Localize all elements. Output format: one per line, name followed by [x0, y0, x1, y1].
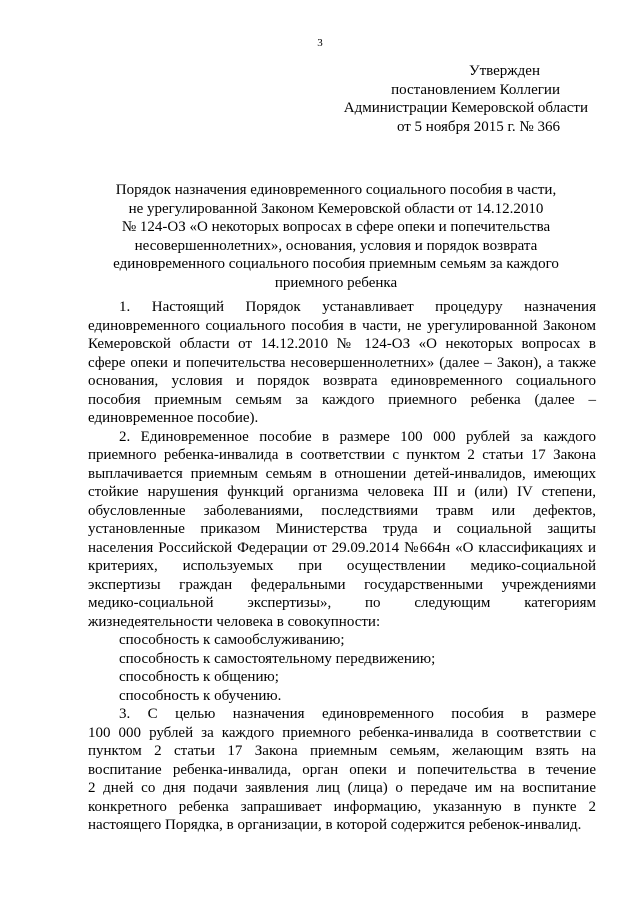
- list-item: способность к обучению.: [119, 687, 282, 704]
- body-line: воспитание ребенка-инвалида, орган опеки и попечительства в течение: [88, 761, 596, 778]
- document-title: [80, 181, 592, 292]
- body-line: критериях, используемых при осуществлении медико-социальной: [88, 558, 596, 574]
- title-line: № 124-ОЗ «О некоторых вопросах в сфере опеки и попечительства: [121, 219, 551, 235]
- body-line: выплачивается приемным семьям в отношении детей-инвалидов, имеющих: [88, 465, 596, 482]
- body-line: медико-социальной экспертизы», по следующим категориям: [88, 595, 596, 611]
- body-line: конкретного ребенка запрашивает информацию, указанную в пункте 2: [88, 798, 596, 815]
- list-item: способность к общению;: [119, 669, 279, 685]
- title-line: Порядок назначения единовременного социального пособия в части,: [115, 182, 557, 198]
- body-line: приемного ребенка-инвалида в соответствии с пунктом 2 статьи 17 Закона: [88, 447, 596, 463]
- body-line: пунктом 2 статьи 17 Закона приемным семьям, желающим взять на: [88, 743, 596, 759]
- body-line: экспертизы граждан федеральными государственными учреждениями: [88, 576, 596, 593]
- title-line: приемного ребенка: [274, 274, 398, 291]
- approval-line: от 5 ноября 2015 г. № 366: [396, 118, 560, 135]
- body-line: пособия приемным семьям за каждого приемного ребенка (далее –: [88, 391, 596, 408]
- body-line: единовременного социального пособия в части, не урегулированной Законом: [88, 317, 596, 334]
- body-line: 3. С целью назначения единовременного пособия в размере: [119, 706, 596, 722]
- list-item: способность к самостоятельному передвижению;: [119, 650, 436, 667]
- body-line: стойкие нарушения функций организма человека III и (или) IV степени,: [88, 484, 596, 500]
- approval-block: [268, 62, 588, 136]
- approval-line: Утвержден: [468, 63, 540, 79]
- title-line: не урегулированной Законом Кемеровской области от 14.12.2010: [128, 200, 544, 217]
- body-line: основания, условия и порядок возврата единовременного социального: [88, 373, 596, 389]
- page-number: 3: [317, 37, 323, 49]
- approval-line: постановлением Коллегии: [391, 81, 560, 98]
- body-line: установленные приказом Министерства труда и социальной защиты: [88, 521, 596, 537]
- body-line: единовременное пособие).: [88, 410, 259, 426]
- body-line: 2. Единовременное пособие в размере 100 000 рублей за каждого: [119, 428, 596, 445]
- body-line: населения Российской Федерации от 29.09.2014 №664н «О классификациях и: [88, 539, 596, 556]
- body-line: 2 дней со дня подачи заявления лиц (лица) о передаче им на воспитание: [88, 780, 596, 796]
- body-line: 1. Настоящий Порядок устанавливает процедуру назначения: [119, 299, 596, 315]
- body-line: Кемеровской области от 14.12.2010 № 124-ОЗ «О некоторых вопросах в: [88, 336, 596, 352]
- list-item: способность к самообслуживанию;: [119, 632, 345, 648]
- body-line: жизнедеятельности человека в совокупности:: [88, 613, 381, 630]
- title-line: несовершеннолетних», основания, условия и порядок возврата: [134, 237, 538, 254]
- document-body: [88, 298, 596, 835]
- body-line: обусловленные заболеваниями, последствиями травм или дефектов,: [88, 502, 596, 519]
- body-line: сфере опеки и попечительства несовершеннолетних» (далее – Закон), а также: [88, 354, 596, 371]
- approval-line: Администрации Кемеровской области: [343, 100, 588, 116]
- body-line: 100 000 рублей за каждого приемного ребенка-инвалида в соответствии с: [88, 724, 596, 741]
- body-line: настоящего Порядка, в организации, в которой содержится ребенок-инвалид.: [88, 817, 582, 833]
- title-line: единовременного социального пособия приемным семьям за каждого: [113, 256, 559, 272]
